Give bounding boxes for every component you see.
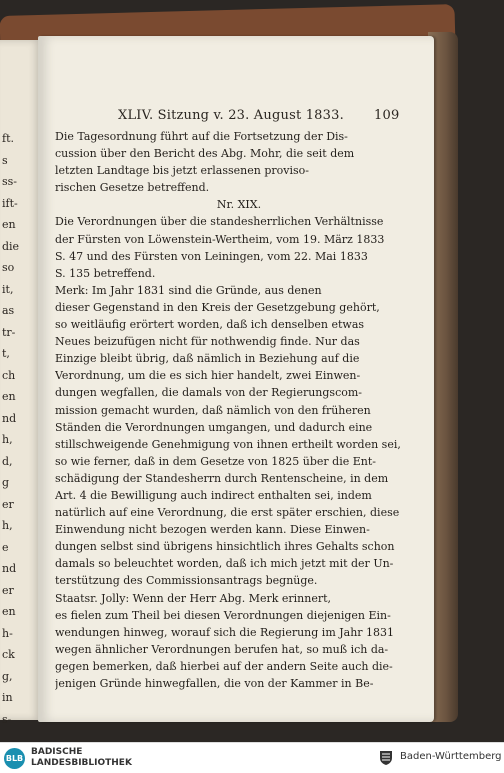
left-margin-fragment: s [2,153,8,167]
page-number: 109 [374,108,400,123]
text-line: letzten Landtage bis jetzt erlassenen proviso- [55,164,309,178]
left-margin-fragment: ck [2,648,15,661]
text-line: wendungen hinweg, worauf sich die Regierung im Jahr 1831 [55,625,395,639]
text-line: natürlich auf eine Verordnung, die erst später erschien, diese [55,506,400,520]
left-margin-fragment: it, [2,282,14,296]
blb-logo-icon[interactable]: BLB [4,748,25,769]
text-line: S. 135 betreffend. [55,266,156,280]
text-line: mission gemacht wurden, daß nämlich von den früheren [55,403,371,417]
baden-wuerttemberg-coat-of-arms-icon [377,749,395,767]
text-line: Staatsr. Jolly: Wenn der Herr Abg. Merk erinnert, [55,591,332,605]
running-title: XLIV. Sitzung v. 23. August 1833. [118,108,344,123]
left-margin-fragment: h, [2,519,13,532]
left-margin-fragment: e [2,540,9,554]
section-heading: Nr. XIX. [216,198,262,212]
left-margin-fragment: en [2,218,16,231]
text-line: cussion über den Bericht des Abg. Mohr, die seit dem [55,147,355,161]
left-margin-fragment: t, [2,347,10,360]
text-line: Art. 4 die Bewilligung auch indirect enthalten sei, indem [55,488,372,502]
text-line: damals so beleuchtet worden, daß ich mich jetzt mit der Un- [55,557,394,571]
footer-bar [0,742,504,773]
text-line: jenigen Gründe hinwegfallen, die von der Kammer in Be- [55,677,374,690]
text-line: Verordnung, um die es sich hier handelt, zwei Einwen- [55,369,361,383]
text-line: schädigung der Standesherrn durch Rentenscheine, in dem [55,471,389,485]
text-line: dieser Gegenstand in den Kreis der Gesetzgebung gehört, [55,300,380,314]
left-margin-fragment: s- [2,712,12,726]
library-name-line2: LANDESBIBLIOTHEK [31,758,132,768]
left-margin-fragment: nd [2,411,17,425]
left-margin-fragment: en [2,605,16,618]
left-margin-fragment: nd [2,562,17,575]
left-margin-fragment: ft. [2,132,14,145]
text-line: Einzige bleibt übrig, daß nämlich in Beziehung auf die [55,352,360,366]
left-margin-fragment: g, [2,669,13,683]
text-line: es fielen zum Theil bei diesen Verordnungen diejenigen Ein- [55,608,391,622]
left-margin-fragment: en [2,390,16,403]
text-line: Die Verordnungen über die standesherrlichen Verhältnisse [55,215,384,229]
left-margin-fragment: d, [2,454,13,468]
text-line: der Fürsten von Löwenstein-Wertheim, vom 19. März 1833 [55,232,385,246]
left-margin-fragment: so [2,261,15,274]
text-line: so wie ferner, daß in dem Gesetze von 1825 über die Ent- [55,454,376,468]
state-name[interactable]: Baden-Württemberg [400,751,502,762]
text-line: Die Tagesordnung führt auf die Fortsetzung der Dis- [55,130,348,143]
text-line: so weitläufig erörtert worden, daß ich denselben etwas [55,318,365,332]
left-margin-fragment: ift- [2,196,18,210]
text-line: stillschweigende Genehmigung von ihnen ertheilt worden sei, [55,437,401,451]
left-margin-fragment: h, [2,433,13,446]
text-line: dungen selbst sind übrigens hinsichtlich ihres Gehalts schon [55,540,395,554]
library-name[interactable] [31,747,132,769]
left-margin-fragment: ss- [2,175,18,188]
left-margin-fragment: tr- [2,325,16,339]
text-line: Merk: Im Jahr 1831 sind die Gründe, aus denen [55,283,322,297]
text-line: S. 47 und des Fürsten von Leiningen, vom 22. Mai 1833 [55,249,368,263]
left-page-fragment [0,40,42,726]
left-margin-fragment: h- [2,626,13,640]
left-margin-fragment: er [2,497,14,511]
text-line: rischen Gesetze betreffend. [55,181,210,195]
text-line: terstützung des Commissionsantrags begnüge. [55,574,318,588]
body-text [55,128,423,692]
text-line: Neues beizufügen nicht für nothwendig finde. Nur das [55,335,360,349]
left-margin-fragment: die [2,239,20,253]
left-margin-fragment: in [2,691,13,704]
text-line: dungen wegfallen, die damals von der Regierungscom- [55,386,363,400]
left-margin-fragment: ch [2,368,16,382]
library-name-line1: BADISCHE [31,747,83,757]
text-line: Ständen die Verordnungen umgangen, und dadurch eine [55,420,373,434]
text-line: wegen ähnlicher Verordnungen berufen hat, so muß ich da- [55,642,389,656]
left-margin-fragment: er [2,583,14,597]
left-margin-fragment: as [2,304,15,317]
left-margin-fragment: g [2,476,10,489]
text-line: gegen bemerken, daß hierbei auf der andern Seite auch die- [55,659,393,673]
text-line: Einwendung nicht bezogen werden kann. Diese Einwen- [55,523,370,537]
